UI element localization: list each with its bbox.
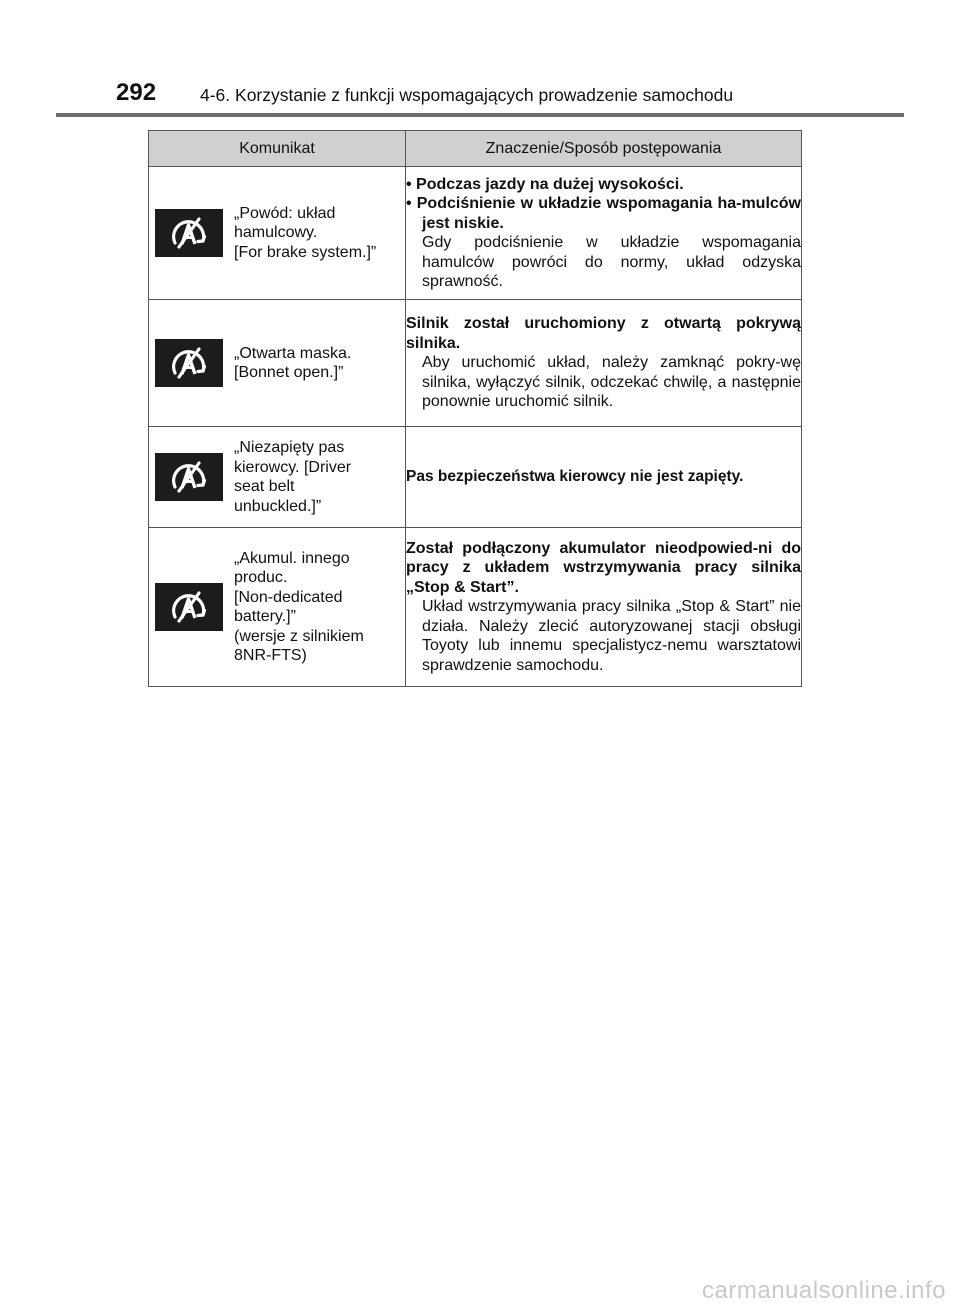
meaning-title: Pas bezpieczeństwa kierowcy nie jest zapięty.	[406, 468, 744, 486]
meaning-cell	[406, 167, 802, 300]
message-line: battery.]”	[234, 608, 296, 625]
message-line: produc.	[234, 569, 288, 586]
stop-start-icon	[155, 209, 223, 257]
message-line: „Niezapięty pas	[234, 439, 345, 456]
message-line: kierowcy. [Driver	[234, 458, 352, 476]
message-cell	[149, 300, 406, 427]
message-cell	[149, 427, 406, 528]
message-text	[234, 344, 398, 383]
message-line: „Akumul. innego	[234, 549, 350, 567]
message-line: „Powód: układ	[234, 204, 336, 222]
chapter-title: 4-6. Korzystanie z funkcji wspomagających prowadzenie samochodu	[200, 85, 734, 105]
meaning-detail: Układ wstrzymywania pracy silnika „Stop & Start” nie działa. Należy zlecić autoryzowanej stacji obsługi Toyoty lub innemu specjalistycz-nemu warsztatowi sprawdzenie samochodu.	[422, 598, 801, 674]
stop-start-icon	[155, 339, 223, 387]
stop-start-icon	[155, 583, 223, 631]
column-header-znaczenie: Znaczenie/Sposób postępowania	[406, 131, 802, 167]
stop-start-icon	[155, 453, 223, 501]
message-line: (wersje z silnikiem	[234, 627, 364, 645]
table-row	[149, 427, 802, 528]
meaning-title: Został podłączony akumulator nieodpowied-ni do pracy z układem wstrzymywania pracy silnika „Stop & Start”.	[406, 539, 801, 596]
message-line: unbuckled.]”	[234, 497, 322, 515]
meaning-bullet: • Podczas jazdy na dużej wysokości.	[406, 175, 684, 193]
message-line: [For brake system.]”	[234, 243, 377, 261]
message-cell	[149, 528, 406, 687]
message-cell	[149, 167, 406, 300]
message-line: [Bonnet open.]”	[234, 364, 344, 381]
message-text	[234, 549, 398, 666]
meaning-cell	[406, 300, 802, 427]
table-row	[149, 528, 802, 687]
meaning-detail: Gdy podciśnienie w układzie wspomagania hamulców powróci do normy, układ odzyska sprawność.	[422, 234, 801, 290]
message-line: 8NR-FTS)	[234, 647, 307, 664]
table-row	[149, 300, 802, 427]
table-header-row	[149, 131, 802, 167]
column-header-komunikat: Komunikat	[149, 131, 406, 167]
header-divider	[56, 113, 904, 117]
message-text	[234, 438, 398, 516]
page-header	[116, 78, 906, 114]
meaning-cell	[406, 528, 802, 687]
meaning-bullet: • Podciśnienie w układzie wspomagania ha-mulców jest niskie.	[406, 195, 801, 232]
message-line: seat belt	[234, 478, 295, 495]
message-text	[234, 204, 398, 263]
message-line: „Otwarta maska.	[234, 344, 352, 362]
page-number: 292	[116, 79, 157, 106]
meaning-cell	[406, 427, 802, 528]
message-line: [Non-dedicated	[234, 588, 343, 606]
meaning-title: Silnik został uruchomiony z otwartą pokrywą silnika.	[406, 315, 801, 352]
table-row	[149, 167, 802, 300]
watermark: carmanualsonline.info	[702, 1277, 946, 1304]
meaning-detail: Aby uruchomić układ, należy zamknąć pokry-wę silnika, wyłączyć silnik, odczekać chwilę, a następnie ponownie uruchomić silnik.	[422, 354, 801, 411]
message-table	[148, 130, 802, 687]
message-line: hamulcowy.	[234, 224, 318, 242]
